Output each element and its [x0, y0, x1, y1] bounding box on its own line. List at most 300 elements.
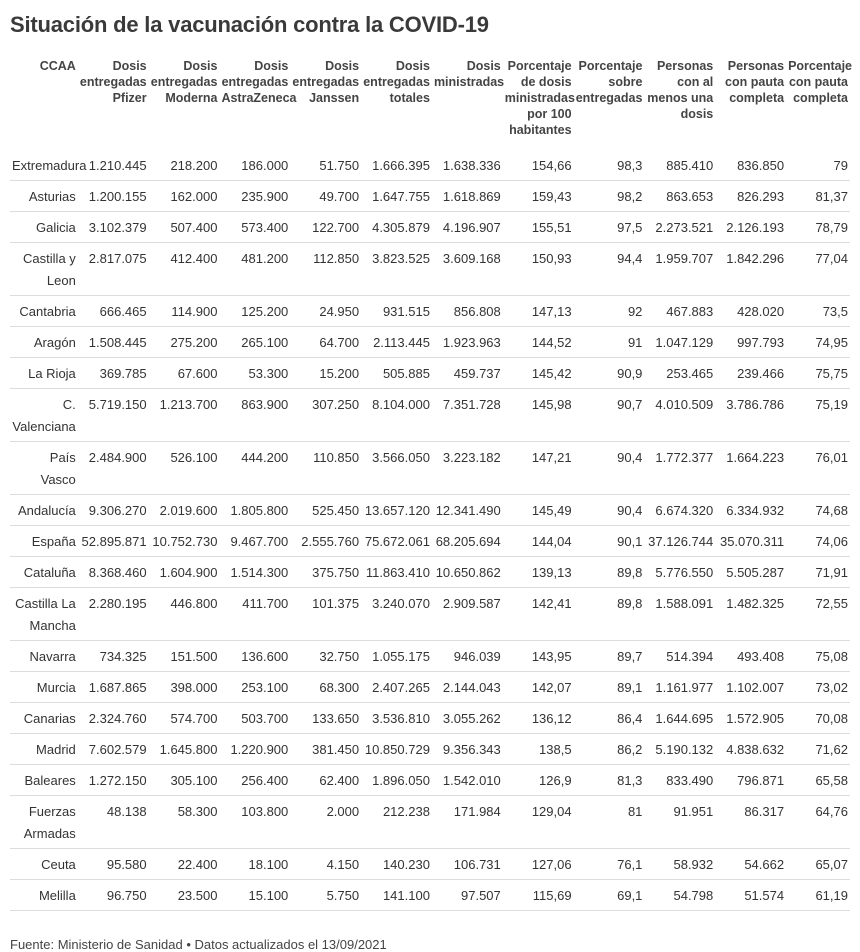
table-cell: 4.150 — [290, 849, 361, 880]
table-cell: 49.700 — [290, 181, 361, 212]
table-cell: 151.500 — [149, 641, 220, 672]
table-cell: 127,06 — [503, 849, 574, 880]
table-cell: 1.514.300 — [219, 557, 290, 588]
table-cell: 9.356.343 — [432, 734, 503, 765]
table-cell: 90,4 — [574, 495, 645, 526]
table-cell: 1.638.336 — [432, 150, 503, 181]
column-header-label: Dosis entregadas AstraZeneca — [221, 59, 297, 105]
region-name: C. Valenciana — [10, 389, 78, 442]
table-cell: 37.126.744 — [644, 526, 715, 557]
column-header[interactable] — [149, 58, 220, 150]
table-cell: 15.200 — [290, 358, 361, 389]
table-cell: 444.200 — [219, 442, 290, 495]
column-header-label: Dosis ministradas — [433, 59, 505, 89]
column-header-label: Dosis entregadas Pfizer — [79, 59, 147, 105]
table-cell: 115,69 — [503, 880, 574, 911]
table-cell: 90,9 — [574, 358, 645, 389]
table-cell: 75,19 — [786, 389, 850, 442]
table-cell: 10.850.729 — [361, 734, 432, 765]
table-cell: 136,12 — [503, 703, 574, 734]
table-cell: 73,5 — [786, 296, 850, 327]
table-cell: 70,08 — [786, 703, 850, 734]
table-cell: 507.400 — [149, 212, 220, 243]
column-header-label: Personas con al menos una dosis — [647, 59, 714, 121]
table-cell: 81,37 — [786, 181, 850, 212]
table-cell: 481.200 — [219, 243, 290, 296]
table-cell: 1.842.296 — [715, 243, 786, 296]
table-cell: 71,91 — [786, 557, 850, 588]
table-cell: 493.408 — [715, 641, 786, 672]
column-header[interactable] — [786, 58, 850, 150]
column-header-label: Porcentaje con pauta completa — [788, 59, 852, 105]
table-cell: 253.465 — [644, 358, 715, 389]
table-cell: 265.100 — [219, 327, 290, 358]
table-cell: 74,95 — [786, 327, 850, 358]
table-cell: 885.410 — [644, 150, 715, 181]
table-cell: 1.482.325 — [715, 588, 786, 641]
table-cell: 1.047.129 — [644, 327, 715, 358]
table-cell: 89,8 — [574, 557, 645, 588]
table-row — [10, 849, 850, 880]
table-cell: 145,98 — [503, 389, 574, 442]
table-cell: 67.600 — [149, 358, 220, 389]
table-cell: 1.896.050 — [361, 765, 432, 796]
column-header[interactable] — [503, 58, 574, 150]
table-row — [10, 765, 850, 796]
table-row — [10, 389, 850, 442]
region-name: Asturias — [10, 181, 78, 212]
column-header-label: Dosis entregadas Moderna — [150, 59, 218, 105]
table-cell: 126,9 — [503, 765, 574, 796]
table-cell: 154,66 — [503, 150, 574, 181]
table-cell: 411.700 — [219, 588, 290, 641]
table-cell: 863.653 — [644, 181, 715, 212]
table-cell: 58.932 — [644, 849, 715, 880]
table-cell: 1.666.395 — [361, 150, 432, 181]
table-row — [10, 526, 850, 557]
table-cell: 1.102.007 — [715, 672, 786, 703]
table-cell: 253.100 — [219, 672, 290, 703]
table-row — [10, 296, 850, 327]
table-cell: 1.664.223 — [715, 442, 786, 495]
column-header[interactable] — [432, 58, 503, 150]
table-cell: 10.650.862 — [432, 557, 503, 588]
table-row — [10, 181, 850, 212]
table-cell: 863.900 — [219, 389, 290, 442]
table-cell: 133.650 — [290, 703, 361, 734]
table-cell: 2.273.521 — [644, 212, 715, 243]
table-cell: 235.900 — [219, 181, 290, 212]
table-cell: 186.000 — [219, 150, 290, 181]
table-cell: 734.325 — [78, 641, 149, 672]
table-cell: 150,93 — [503, 243, 574, 296]
region-name: Fuerzas Armadas — [10, 796, 78, 849]
table-cell: 95.580 — [78, 849, 149, 880]
region-name: Extremadura — [10, 150, 78, 181]
table-cell: 51.574 — [715, 880, 786, 911]
table-cell: 1.644.695 — [644, 703, 715, 734]
table-cell: 86,4 — [574, 703, 645, 734]
table-cell: 398.000 — [149, 672, 220, 703]
table-cell: 369.785 — [78, 358, 149, 389]
region-name: Melilla — [10, 880, 78, 911]
column-header-label: Porcentaje sobre entregadas — [575, 59, 643, 105]
table-cell: 459.737 — [432, 358, 503, 389]
table-cell: 412.400 — [149, 243, 220, 296]
table-cell: 573.400 — [219, 212, 290, 243]
table-cell: 54.662 — [715, 849, 786, 880]
region-name: La Rioja — [10, 358, 78, 389]
table-cell: 144,52 — [503, 327, 574, 358]
column-header[interactable] — [644, 58, 715, 150]
table-cell: 467.883 — [644, 296, 715, 327]
table-cell: 64,76 — [786, 796, 850, 849]
table-cell: 826.293 — [715, 181, 786, 212]
table-cell: 5.719.150 — [78, 389, 149, 442]
table-cell: 171.984 — [432, 796, 503, 849]
table-cell: 574.700 — [149, 703, 220, 734]
table-cell: 129,04 — [503, 796, 574, 849]
table-cell: 3.609.168 — [432, 243, 503, 296]
table-cell: 92 — [574, 296, 645, 327]
table-cell: 48.138 — [78, 796, 149, 849]
table-cell: 1.220.900 — [219, 734, 290, 765]
table-cell: 81,3 — [574, 765, 645, 796]
table-cell: 3.223.182 — [432, 442, 503, 495]
table-cell: 91.951 — [644, 796, 715, 849]
table-cell: 428.020 — [715, 296, 786, 327]
table-cell: 218.200 — [149, 150, 220, 181]
table-cell: 1.647.755 — [361, 181, 432, 212]
table-cell: 65,58 — [786, 765, 850, 796]
table-cell: 97,5 — [574, 212, 645, 243]
table-cell: 74,68 — [786, 495, 850, 526]
table-row — [10, 880, 850, 911]
table-cell: 75.672.061 — [361, 526, 432, 557]
table-cell: 3.566.050 — [361, 442, 432, 495]
column-header[interactable] — [219, 58, 297, 150]
table-cell: 125.200 — [219, 296, 290, 327]
table-cell: 75,08 — [786, 641, 850, 672]
table-cell: 96.750 — [78, 880, 149, 911]
table-cell: 51.750 — [290, 150, 361, 181]
table-cell: 24.950 — [290, 296, 361, 327]
table-cell: 514.394 — [644, 641, 715, 672]
table-cell: 73,02 — [786, 672, 850, 703]
table-cell: 1.055.175 — [361, 641, 432, 672]
region-name: Castilla La Mancha — [10, 588, 78, 641]
table-cell: 2.484.900 — [78, 442, 149, 495]
region-name: Cataluña — [10, 557, 78, 588]
table-cell: 2.817.075 — [78, 243, 149, 296]
page-title: Situación de la vacunación contra la COVID-19 — [10, 12, 489, 37]
table-cell: 4.196.907 — [432, 212, 503, 243]
table-cell: 796.871 — [715, 765, 786, 796]
table-cell: 1.687.865 — [78, 672, 149, 703]
table-cell: 931.515 — [361, 296, 432, 327]
region-name: Andalucía — [10, 495, 78, 526]
table-cell: 3.786.786 — [715, 389, 786, 442]
table-row — [10, 212, 850, 243]
table-cell: 98,2 — [574, 181, 645, 212]
table-cell: 9.306.270 — [78, 495, 149, 526]
table-cell: 1.604.900 — [149, 557, 220, 588]
column-header-label: Porcentaje de dosis ministradas por 100 habitantes — [504, 59, 575, 137]
table-cell: 81 — [574, 796, 645, 849]
table-cell: 5.505.287 — [715, 557, 786, 588]
table-cell: 140.230 — [361, 849, 432, 880]
table-cell: 13.657.120 — [361, 495, 432, 526]
table-cell: 2.113.445 — [361, 327, 432, 358]
table-cell: 2.324.760 — [78, 703, 149, 734]
table-cell: 64.700 — [290, 327, 361, 358]
table-cell: 89,8 — [574, 588, 645, 641]
table-cell: 136.600 — [219, 641, 290, 672]
table-cell: 141.100 — [361, 880, 432, 911]
table-row — [10, 557, 850, 588]
table-cell: 71,62 — [786, 734, 850, 765]
table-cell: 375.750 — [290, 557, 361, 588]
table-row — [10, 243, 850, 296]
table-row — [10, 641, 850, 672]
table-row — [10, 703, 850, 734]
table-cell: 18.100 — [219, 849, 290, 880]
table-cell: 90,1 — [574, 526, 645, 557]
column-header-label: Dosis entregadas totales — [363, 59, 430, 105]
table-cell: 147,21 — [503, 442, 574, 495]
column-header-ccaa[interactable] — [10, 58, 78, 150]
table-cell: 305.100 — [149, 765, 220, 796]
table-cell: 15.100 — [219, 880, 290, 911]
table-cell: 3.102.379 — [78, 212, 149, 243]
table-cell: 106.731 — [432, 849, 503, 880]
table-cell: 101.375 — [290, 588, 361, 641]
table-cell: 3.823.525 — [361, 243, 432, 296]
table-cell: 239.466 — [715, 358, 786, 389]
region-name: Aragón — [10, 327, 78, 358]
table-cell: 103.800 — [219, 796, 290, 849]
table-cell: 1.213.700 — [149, 389, 220, 442]
column-header[interactable] — [361, 58, 432, 150]
table-cell: 11.863.410 — [361, 557, 432, 588]
table-cell: 22.400 — [149, 849, 220, 880]
table-cell: 307.250 — [290, 389, 361, 442]
table-cell: 145,49 — [503, 495, 574, 526]
table-cell: 4.838.632 — [715, 734, 786, 765]
table-cell: 76,01 — [786, 442, 850, 495]
table-cell: 35.070.311 — [715, 526, 786, 557]
table-cell: 997.793 — [715, 327, 786, 358]
table-cell: 856.808 — [432, 296, 503, 327]
column-header[interactable] — [290, 58, 361, 150]
table-cell: 61,19 — [786, 880, 850, 911]
table-cell: 1.772.377 — [644, 442, 715, 495]
table-cell: 89,7 — [574, 641, 645, 672]
region-name: Cantabria — [10, 296, 78, 327]
table-cell: 142,07 — [503, 672, 574, 703]
table-cell: 145,42 — [503, 358, 574, 389]
table-cell: 90,4 — [574, 442, 645, 495]
region-name: Galicia — [10, 212, 78, 243]
table-cell: 78,79 — [786, 212, 850, 243]
table-cell: 147,13 — [503, 296, 574, 327]
table-row — [10, 672, 850, 703]
table-cell: 1.959.707 — [644, 243, 715, 296]
table-cell: 1.618.869 — [432, 181, 503, 212]
table-cell: 8.104.000 — [361, 389, 432, 442]
table-cell: 1.645.800 — [149, 734, 220, 765]
table-body — [10, 150, 850, 911]
table-cell: 505.885 — [361, 358, 432, 389]
table-row — [10, 796, 850, 849]
region-name: País Vasco — [10, 442, 78, 495]
table-cell: 12.341.490 — [432, 495, 503, 526]
table-cell: 79 — [786, 150, 850, 181]
table-cell: 122.700 — [290, 212, 361, 243]
table-cell: 3.055.262 — [432, 703, 503, 734]
region-name: Navarra — [10, 641, 78, 672]
region-name: Baleares — [10, 765, 78, 796]
column-header-label: CCAA — [39, 59, 76, 73]
table-row — [10, 588, 850, 641]
table-cell: 23.500 — [149, 880, 220, 911]
region-name: España — [10, 526, 78, 557]
table-cell: 1.200.155 — [78, 181, 149, 212]
table-cell: 69,1 — [574, 880, 645, 911]
table-cell: 446.800 — [149, 588, 220, 641]
table-cell: 65,07 — [786, 849, 850, 880]
table-cell: 144,04 — [503, 526, 574, 557]
table-cell: 1.572.905 — [715, 703, 786, 734]
table-cell: 75,75 — [786, 358, 850, 389]
column-header[interactable] — [715, 58, 786, 150]
table-cell: 68.205.694 — [432, 526, 503, 557]
table-cell: 90,7 — [574, 389, 645, 442]
table-cell: 74,06 — [786, 526, 850, 557]
table-cell: 3.536.810 — [361, 703, 432, 734]
table-cell: 4.305.879 — [361, 212, 432, 243]
table-cell: 155,51 — [503, 212, 574, 243]
table-cell: 10.752.730 — [149, 526, 220, 557]
table-cell: 98,3 — [574, 150, 645, 181]
table-cell: 525.450 — [290, 495, 361, 526]
table-cell: 836.850 — [715, 150, 786, 181]
table-cell: 526.100 — [149, 442, 220, 495]
table-cell: 5.750 — [290, 880, 361, 911]
table-cell: 9.467.700 — [219, 526, 290, 557]
region-name: Madrid — [10, 734, 78, 765]
column-header[interactable] — [574, 58, 645, 150]
table-cell: 2.407.265 — [361, 672, 432, 703]
table-cell: 138,5 — [503, 734, 574, 765]
table-cell: 162.000 — [149, 181, 220, 212]
table-cell: 32.750 — [290, 641, 361, 672]
table-cell: 114.900 — [149, 296, 220, 327]
table-cell: 5.190.132 — [644, 734, 715, 765]
table-cell: 89,1 — [574, 672, 645, 703]
table-cell: 1.508.445 — [78, 327, 149, 358]
table-row — [10, 442, 850, 495]
table-cell: 2.126.193 — [715, 212, 786, 243]
table-cell: 110.850 — [290, 442, 361, 495]
table-cell: 53.300 — [219, 358, 290, 389]
column-header-label: Personas con pauta completa — [725, 59, 785, 105]
table-cell: 7.602.579 — [78, 734, 149, 765]
table-cell: 1.272.150 — [78, 765, 149, 796]
table-row — [10, 150, 850, 181]
table-cell: 1.542.010 — [432, 765, 503, 796]
table-cell: 6.674.320 — [644, 495, 715, 526]
table-cell: 1.210.445 — [78, 150, 149, 181]
table-cell: 946.039 — [432, 641, 503, 672]
table-cell: 2.000 — [290, 796, 361, 849]
table-cell: 3.240.070 — [361, 588, 432, 641]
table-cell: 58.300 — [149, 796, 220, 849]
table-cell: 97.507 — [432, 880, 503, 911]
table-cell: 94,4 — [574, 243, 645, 296]
header-row — [10, 58, 850, 150]
table-cell: 159,43 — [503, 181, 574, 212]
column-header-label: Dosis entregadas Janssen — [292, 59, 360, 105]
region-name: Canarias — [10, 703, 78, 734]
table-cell: 8.368.460 — [78, 557, 149, 588]
table-cell: 2.019.600 — [149, 495, 220, 526]
table-cell: 503.700 — [219, 703, 290, 734]
table-cell: 86.317 — [715, 796, 786, 849]
table-cell: 666.465 — [78, 296, 149, 327]
table-cell: 76,1 — [574, 849, 645, 880]
table-cell: 112.850 — [290, 243, 361, 296]
vaccination-table — [10, 58, 850, 911]
source-footer: Fuente: Ministerio de Sanidad • Datos actualizados el 13/09/2021 — [10, 937, 387, 952]
table-cell: 2.555.760 — [290, 526, 361, 557]
table-cell: 2.280.195 — [78, 588, 149, 641]
table-row — [10, 495, 850, 526]
region-name: Ceuta — [10, 849, 78, 880]
table-cell: 72,55 — [786, 588, 850, 641]
table-row — [10, 358, 850, 389]
table-row — [10, 734, 850, 765]
table-cell: 2.144.043 — [432, 672, 503, 703]
table-cell: 142,41 — [503, 588, 574, 641]
table-cell: 1.923.963 — [432, 327, 503, 358]
table-cell: 52.895.871 — [78, 526, 149, 557]
table-cell: 2.909.587 — [432, 588, 503, 641]
table-cell: 256.400 — [219, 765, 290, 796]
table-row — [10, 327, 850, 358]
region-name: Murcia — [10, 672, 78, 703]
region-name: Castilla y Leon — [10, 243, 78, 296]
table-cell: 86,2 — [574, 734, 645, 765]
table-cell: 212.238 — [361, 796, 432, 849]
table-cell: 68.300 — [290, 672, 361, 703]
column-header[interactable] — [78, 58, 149, 150]
table-cell: 77,04 — [786, 243, 850, 296]
table-cell: 5.776.550 — [644, 557, 715, 588]
table-cell: 833.490 — [644, 765, 715, 796]
table-cell: 139,13 — [503, 557, 574, 588]
table-cell: 275.200 — [149, 327, 220, 358]
table-cell: 54.798 — [644, 880, 715, 911]
table-cell: 91 — [574, 327, 645, 358]
table-cell: 1.805.800 — [219, 495, 290, 526]
table-cell: 1.588.091 — [644, 588, 715, 641]
table-cell: 143,95 — [503, 641, 574, 672]
table-cell: 4.010.509 — [644, 389, 715, 442]
table-cell: 381.450 — [290, 734, 361, 765]
table-cell: 62.400 — [290, 765, 361, 796]
table-cell: 1.161.977 — [644, 672, 715, 703]
